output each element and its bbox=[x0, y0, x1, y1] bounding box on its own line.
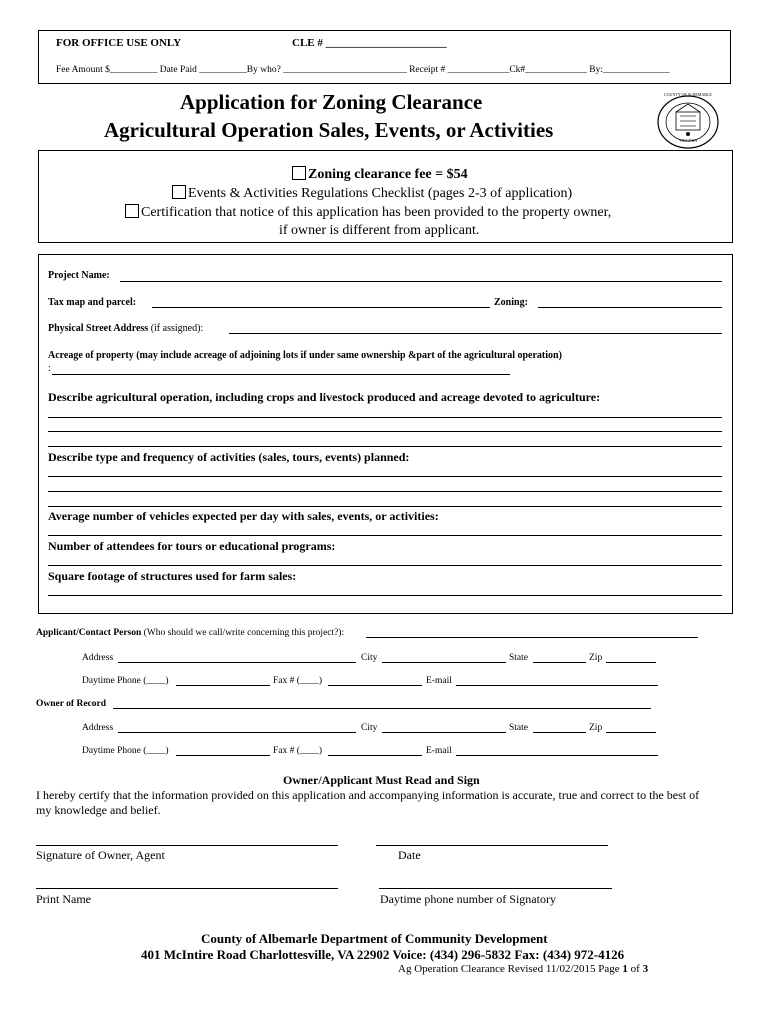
owner-email-input[interactable] bbox=[456, 755, 658, 756]
acreage-label: Acreage of property (may include acreage of adjoining lots if under same ownership &part of the agricultural operation) bbox=[48, 350, 562, 361]
footer-org: County of Albemarle Department of Community Development bbox=[201, 931, 548, 946]
zoning-label: Zoning: bbox=[494, 297, 528, 308]
owner-state-input[interactable] bbox=[533, 732, 586, 733]
describe-activities-line-1[interactable] bbox=[48, 476, 722, 477]
describe-ag-line-2[interactable] bbox=[48, 431, 722, 432]
owner-address-input[interactable] bbox=[118, 732, 356, 733]
cert-checkbox-row[interactable] bbox=[125, 204, 611, 221]
sign-heading: Owner/Applicant Must Read and Sign bbox=[283, 773, 480, 787]
applicant-address-label: Address bbox=[82, 653, 114, 663]
signatory-phone-label: Daytime phone number of Signatory bbox=[380, 892, 556, 906]
office-use-title: FOR OFFICE USE ONLY bbox=[56, 37, 182, 49]
print-name-label: Print Name bbox=[36, 892, 91, 906]
regs-label: Events & Activities Regulations Checklist (pages 2-3 of application) bbox=[188, 186, 573, 201]
signature-input[interactable] bbox=[36, 845, 338, 846]
applicant-phone-input[interactable] bbox=[176, 685, 270, 686]
applicant-zip-label: Zip bbox=[589, 653, 603, 663]
owner-city-input[interactable] bbox=[382, 732, 506, 733]
page-subtitle: Agricultural Operation Sales, Events, or Activities bbox=[104, 118, 554, 142]
certification-line-1: I hereby certify that the information provided on this application and accompanying information is accurate, true and correct to the best of bbox=[36, 788, 700, 802]
fee-checkbox-row[interactable] bbox=[292, 166, 468, 183]
seal-text-top: COUNTY OF ALBEMARLE bbox=[664, 92, 712, 97]
applicant-label-note: (Who should we call/write concerning this project?): bbox=[141, 628, 345, 638]
certification-line-2: my knowledge and belief. bbox=[36, 803, 161, 817]
describe-ag-label: Describe agricultural operation, including crops and livestock produced and acreage devoted to agriculture: bbox=[48, 390, 601, 404]
applicant-city-label: City bbox=[361, 653, 378, 663]
attendees-input[interactable] bbox=[48, 565, 722, 566]
applicant-phone-label: Daytime Phone (____) bbox=[82, 676, 169, 686]
footer-page-total: 3 bbox=[642, 963, 649, 975]
acreage-input[interactable] bbox=[52, 374, 510, 375]
applicant-label-bold: Applicant/Contact Person bbox=[36, 628, 142, 638]
street-address-label bbox=[48, 323, 203, 334]
footer-rev-text: Ag Operation Clearance Revised 11/02/2015 Page bbox=[398, 963, 623, 975]
tax-map-label: Tax map and parcel: bbox=[48, 297, 137, 308]
owner-email-label: E-mail bbox=[426, 746, 452, 756]
cert-label-cont: if owner is different from applicant. bbox=[279, 223, 480, 238]
applicant-city-input[interactable] bbox=[382, 662, 506, 663]
seal-text-bottom: VIRGINIA bbox=[679, 138, 698, 143]
applicant-address-input[interactable] bbox=[118, 662, 356, 663]
date-input[interactable] bbox=[376, 845, 608, 846]
applicant-state-label: State bbox=[509, 653, 528, 663]
fee-checkbox[interactable] bbox=[292, 166, 306, 180]
signatory-phone-input[interactable] bbox=[379, 888, 612, 889]
vehicles-label: Average number of vehicles expected per day with sales, events, or activities: bbox=[48, 509, 439, 523]
attendees-label: Number of attendees for tours or educational programs: bbox=[48, 539, 336, 553]
owner-fax-label: Fax # (____) bbox=[273, 746, 323, 756]
footer-of: of bbox=[627, 963, 643, 975]
page-title: Application for Zoning Clearance bbox=[180, 90, 483, 114]
print-name-input[interactable] bbox=[36, 888, 338, 889]
project-name-label: Project Name: bbox=[48, 270, 110, 281]
applicant-email-input[interactable] bbox=[456, 685, 658, 686]
owner-fax-input[interactable] bbox=[328, 755, 422, 756]
owner-label: Owner of Record bbox=[36, 699, 107, 709]
owner-zip-input[interactable] bbox=[606, 732, 656, 733]
applicant-input[interactable] bbox=[366, 637, 698, 638]
cle-number-field[interactable]: CLE # ______________________ bbox=[292, 37, 447, 49]
applicant-state-input[interactable] bbox=[533, 662, 586, 663]
vehicles-input[interactable] bbox=[48, 535, 722, 536]
zoning-input[interactable] bbox=[538, 307, 722, 308]
street-address-label-bold: Physical Street Address bbox=[48, 323, 149, 334]
cert-checkbox[interactable] bbox=[125, 204, 139, 218]
owner-city-label: City bbox=[361, 723, 378, 733]
regs-checkbox-row[interactable] bbox=[172, 185, 572, 202]
acreage-colon: : bbox=[48, 363, 51, 374]
owner-phone-input[interactable] bbox=[176, 755, 270, 756]
project-box bbox=[38, 254, 733, 614]
describe-activities-line-2[interactable] bbox=[48, 491, 722, 492]
applicant-fax-label: Fax # (____) bbox=[273, 676, 323, 686]
date-label: Date bbox=[398, 848, 421, 862]
applicant-email-label: E-mail bbox=[426, 676, 452, 686]
owner-address-label: Address bbox=[82, 723, 114, 733]
owner-state-label: State bbox=[509, 723, 528, 733]
owner-input[interactable] bbox=[113, 708, 651, 709]
street-address-label-note: (if assigned): bbox=[148, 323, 204, 334]
describe-ag-line-3[interactable] bbox=[48, 446, 722, 447]
footer-address: 401 McIntire Road Charlottesville, VA 22902 Voice: (434) 296-5832 Fax: (434) 972-4126 bbox=[141, 947, 625, 962]
sqft-label: Square footage of structures used for farm sales: bbox=[48, 569, 297, 583]
regs-checkbox[interactable] bbox=[172, 185, 186, 199]
applicant-zip-input[interactable] bbox=[606, 662, 656, 663]
footer-revision bbox=[398, 963, 648, 975]
signature-label: Signature of Owner, Agent bbox=[36, 848, 165, 862]
describe-activities-label: Describe type and frequency of activities (sales, tours, events) planned: bbox=[48, 450, 410, 464]
fee-label: Zoning clearance fee = $54 bbox=[308, 167, 468, 182]
describe-activities-line-3[interactable] bbox=[48, 506, 722, 507]
applicant-fax-input[interactable] bbox=[328, 685, 422, 686]
cert-label: Certification that notice of this application has been provided to the property owner, bbox=[141, 205, 612, 220]
fee-row: Fee Amount $__________ Date Paid __________By who? __________________________ Receipt # _____________Ck#_____________ By:______________ bbox=[56, 65, 670, 75]
tax-map-input[interactable] bbox=[152, 307, 490, 308]
owner-zip-label: Zip bbox=[589, 723, 603, 733]
applicant-label bbox=[36, 628, 344, 638]
project-name-input[interactable] bbox=[120, 281, 722, 282]
footer-page-number: 1 bbox=[622, 963, 628, 975]
owner-phone-label: Daytime Phone (____) bbox=[82, 746, 169, 756]
sqft-line-1[interactable] bbox=[48, 595, 722, 596]
street-address-input[interactable] bbox=[229, 333, 722, 334]
describe-ag-line-1[interactable] bbox=[48, 417, 722, 418]
